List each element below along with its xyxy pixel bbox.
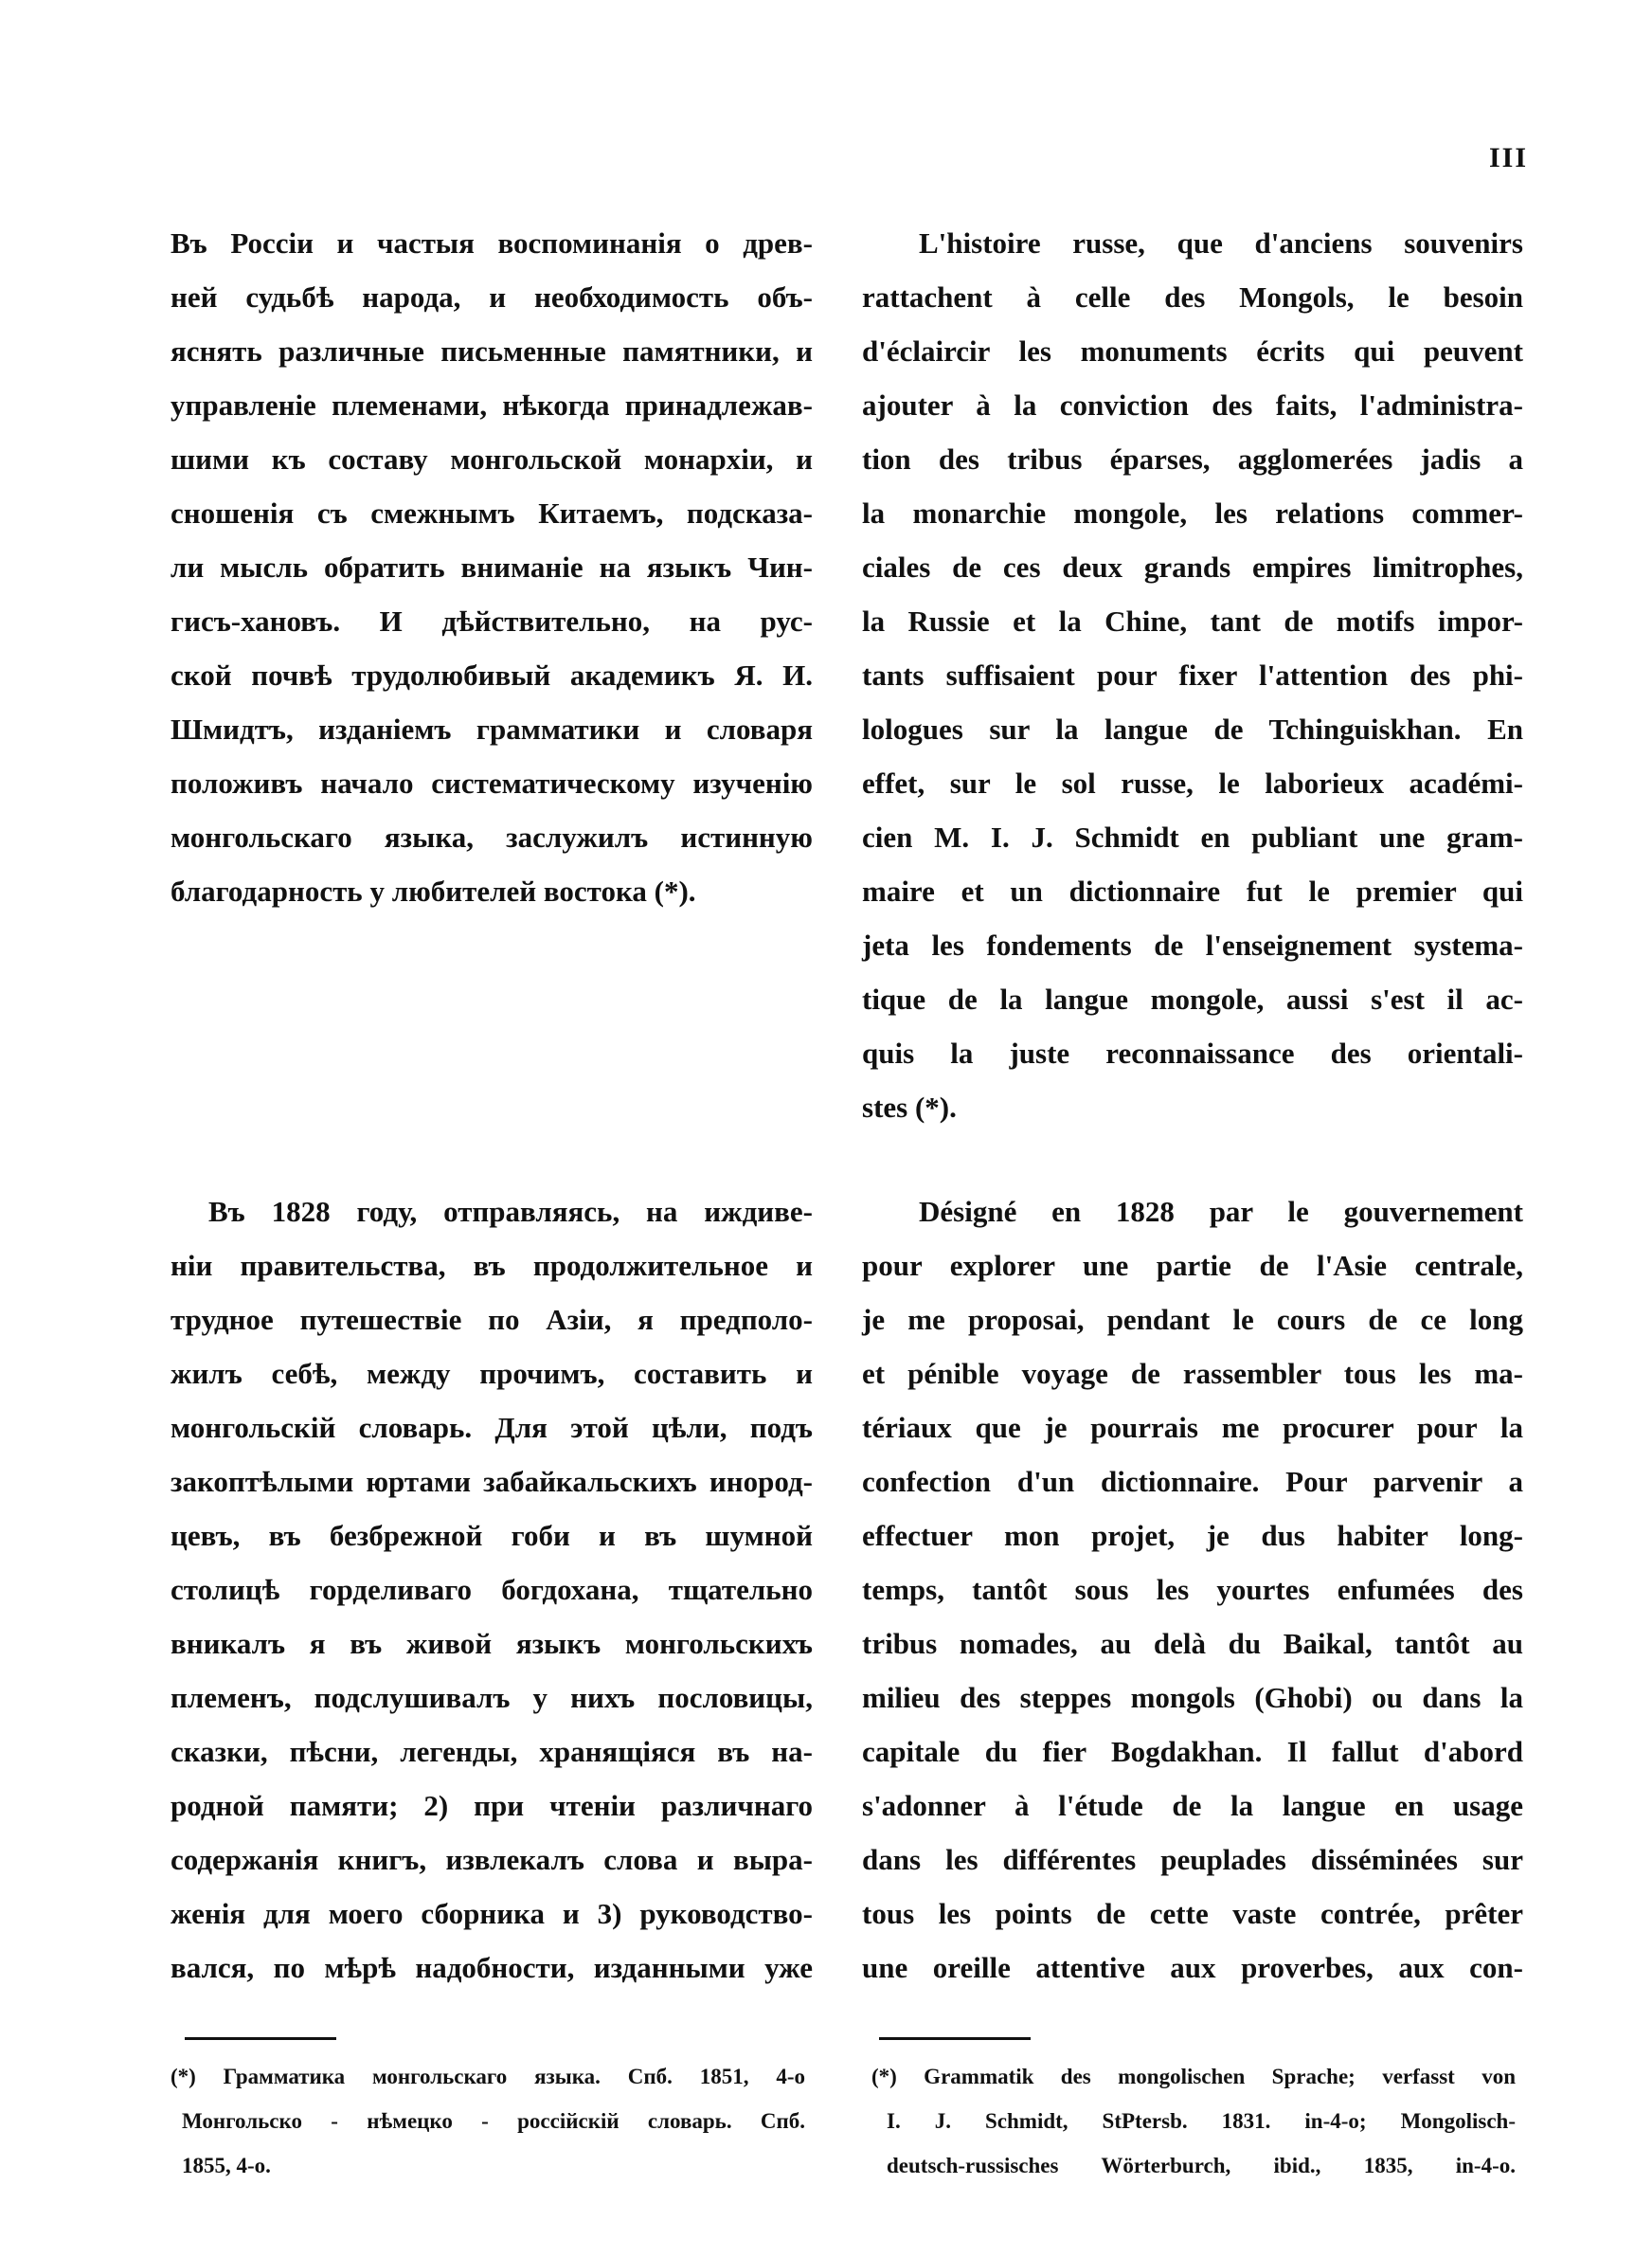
text-line: et pénible voyage de rassembler tous les ma- [862,1357,1523,1390]
french-footnote [871,2054,1516,2188]
text-line: pour explorer une partie de l'Asie centrale, [862,1249,1523,1282]
text-line: tous les points de cette vaste contrée, prêter [862,1897,1523,1930]
text-line: монгольскаго языка, заслужилъ истинную [171,821,813,854]
text-line: quis la juste reconnaissance des orientali- [862,1037,1523,1070]
text-line: ajouter à la conviction des faits, l'administra- [862,388,1523,422]
text-line: вникалъ я въ живой языкъ монгольскихъ [171,1627,813,1660]
text-line: tribus nomades, au delà du Baikal, tantôt au [862,1627,1523,1660]
russian-paragraph-1 [171,216,813,918]
text-line: яснять различные письменные памятники, и [171,334,813,368]
text-line: je me proposai, pendant le cours de ce long [862,1303,1523,1336]
text-line: ней судьбѣ народа, и необходимость объ- [171,280,813,314]
text-line: s'adonner à l'étude de la langue en usage [862,1789,1523,1822]
text-line: tion des tribus éparses, agglomerées jadis a [862,442,1523,476]
text-line: женія для моего сборника и 3) руководство- [171,1897,813,1930]
footnote-line: (*) Grammatik des mongolischen Sprache; verfasst von [871,2065,1516,2088]
text-line: la Russie et la Chine, tant de motifs impor- [862,605,1523,638]
text-line: lologues sur la langue de Tchinguiskhan. En [862,713,1523,746]
text-line: шими къ составу монгольской монархіи, и [171,442,813,476]
text-line: вался, по мѣрѣ надобности, изданными уже [171,1951,813,1984]
text-line: Въ 1828 году, отправляясь, на иждиве- [208,1195,813,1228]
text-line: цевъ, въ безбрежной гоби и въ шумной [171,1519,813,1552]
text-line: L'histoire russe, que d'anciens souvenirs [919,226,1523,260]
russian-footnote [171,2054,805,2188]
french-paragraph-2 [862,1184,1523,1995]
text-line: une oreille attentive aux proverbes, aux con- [862,1951,1523,1984]
text-line: Въ Россіи и частыя воспоминанія о древ- [171,226,813,260]
footnote-rule-left [185,2037,336,2040]
text-line: temps, tantôt sous les yourtes enfumées des [862,1573,1523,1606]
text-line: ciales de ces deux grands empires limitrophes, [862,551,1523,584]
text-line: ніи правительства, въ продолжительное и [171,1249,813,1282]
text-line: stes (*). [862,1091,957,1124]
text-line: jeta les fondements de l'enseignement systema- [862,929,1523,962]
text-line: Désigné en 1828 par le gouvernement [919,1195,1523,1228]
text-line: родной памяти; 2) при чтеніи различнаго [171,1789,813,1822]
text-line: tique de la langue mongole, aussi s'est il ac- [862,983,1523,1016]
text-line: сказки, пѣсни, легенды, хранящіяся въ на- [171,1735,813,1768]
text-line: rattachent à celle des Mongols, le besoin [862,280,1523,314]
page-number: III [1488,142,1528,173]
text-line: confection d'un dictionnaire. Pour parvenir a [862,1465,1523,1498]
footnote-line: (*) Грамматика монгольскаго языка. Спб. 1851, 4-о [171,2065,805,2088]
text-line: управленіе племенами, нѣкогда принадлежав- [171,388,813,422]
text-line: гисъ-хановъ. И дѣйствительно, на рус- [171,605,813,638]
text-line: монгольскій словарь. Для этой цѣли, подъ [171,1411,813,1444]
text-line: dans les différentes peuplades disséminées sur [862,1843,1523,1876]
footnote-line: Монгольско - нѣмецко - россійскій словарь. Спб. [182,2109,805,2133]
text-line: d'éclaircir les monuments écrits qui peuvent [862,334,1523,368]
text-line: cien M. I. J. Schmidt en publiant une gram- [862,821,1523,854]
text-line: племенъ, подслушивалъ у нихъ пословицы, [171,1681,813,1714]
footnote-line: deutsch-russisches Wörterburch, ibid., 1835, in-4-o. [887,2154,1516,2177]
text-line: ли мысль обратить вниманіе на языкъ Чин- [171,551,813,584]
text-line: закоптѣлыми юртами забайкальскихъ инород- [171,1465,813,1498]
text-line: жилъ себѣ, между прочимъ, составить и [171,1357,813,1390]
text-line: сношенія съ смежнымъ Китаемъ, подсказа- [171,497,813,530]
text-line: благодарность у любителей востока (*). [171,875,696,908]
text-line: трудное путешествіе по Азіи, я предполо- [171,1303,813,1336]
footnote-rule-right [879,2037,1031,2040]
footnote-line: 1855, 4-о. [182,2154,271,2177]
text-line: capitale du fier Bogdakhan. Il fallut d'abord [862,1735,1523,1768]
text-line: положивъ начало систематическому изученію [171,767,813,800]
russian-paragraph-2 [171,1184,813,1995]
french-paragraph-1 [862,216,1523,1134]
text-line: effet, sur le sol russe, le laborieux académi- [862,767,1523,800]
text-line: столицѣ горделиваго богдохана, тщательно [171,1573,813,1606]
footnote-line: I. J. Schmidt, StPtersb. 1831. in-4-o; Mongolisch- [887,2109,1516,2133]
text-line: tants suffisaient pour fixer l'attention des phi- [862,659,1523,692]
text-line: ской почвѣ трудолюбивый академикъ Я. И. [171,659,813,692]
text-line: milieu des steppes mongols (Ghobi) ou dans la [862,1681,1523,1714]
text-line: la monarchie mongole, les relations commer- [862,497,1523,530]
text-line: содержанія книгъ, извлекалъ слова и выра- [171,1843,813,1876]
text-line: maire et un dictionnaire fut le premier qui [862,875,1523,908]
text-line: effectuer mon projet, je dus habiter long- [862,1519,1523,1552]
text-line: Шмидтъ, изданіемъ грамматики и словаря [171,713,813,746]
text-line: tériaux que je pourrais me procurer pour la [862,1411,1523,1444]
